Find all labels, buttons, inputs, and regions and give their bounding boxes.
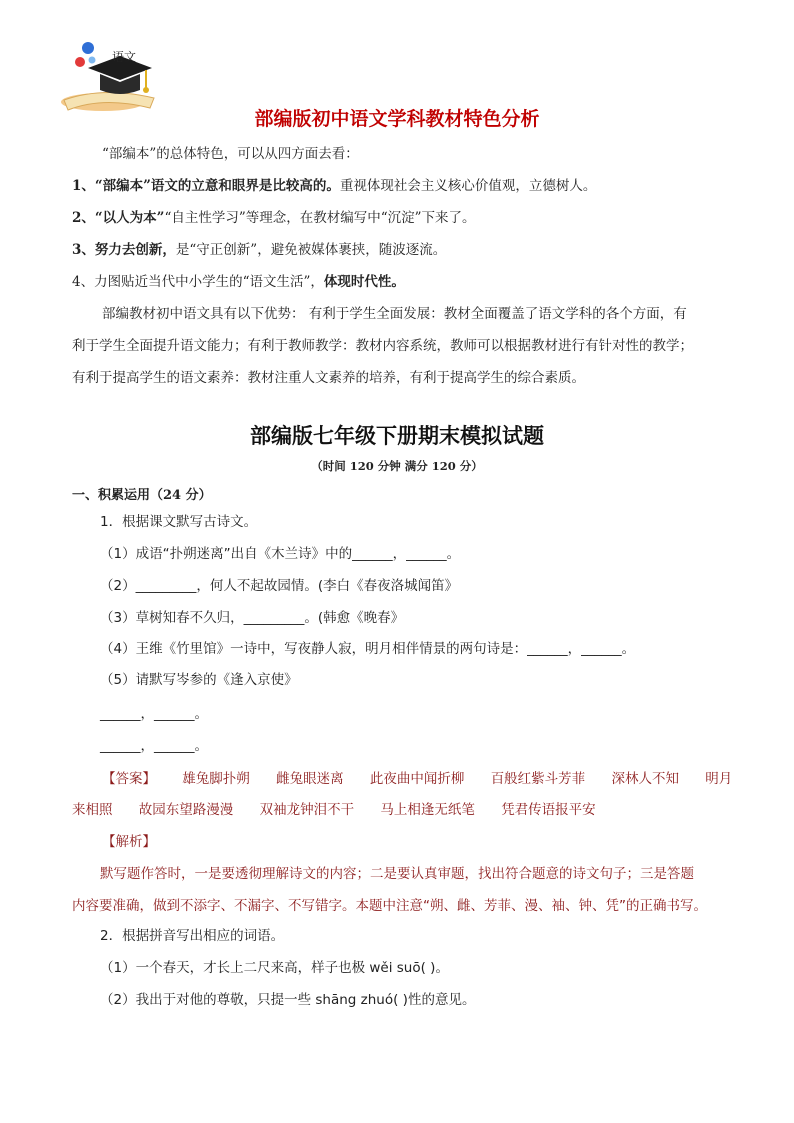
point-3-text: 是“守正创新”，避免被媒体裹挟，随波逐流。 bbox=[175, 242, 447, 258]
advantages-line-3: 有利于提高学生的语文素养：教材注重人文素养的培养，有利于提高学生的综合素质。 bbox=[72, 370, 585, 386]
answer-item: 来相照 bbox=[72, 802, 113, 818]
logo-text: 语文 bbox=[112, 50, 137, 64]
answer-item: 故园东望路漫漫 bbox=[138, 802, 234, 818]
answer-item: 明月 bbox=[705, 771, 733, 787]
answer-blank-1: ______，______。 bbox=[100, 706, 208, 722]
exam-title: 部编版七年级下册期末模拟试题 bbox=[250, 424, 544, 448]
intro-lead: “部编本”的总体特色，可以从四方面去看： bbox=[102, 146, 359, 162]
exam-subtitle: （时间 120 分钟 满分 120 分） bbox=[311, 459, 483, 473]
intro-point-3 bbox=[72, 240, 732, 260]
analysis-line-2: 内容要准确，做到不添字、不漏字、不写错字。本题中注意“朔、雌、芳菲、漫、袖、钟、凭”的正确书写。 bbox=[72, 898, 707, 914]
answer-item: 马上相逢无纸笔 bbox=[380, 802, 475, 818]
point-2-text: “自主性学习”等理念，在教材编写中“沉淀”下来了。 bbox=[164, 210, 476, 226]
question-1-4: （4）王维《竹里馆》一诗中，写夜静人寂，明月相伴情景的两句诗是：______，______。 bbox=[100, 641, 636, 657]
advantages-line-2: 利于学生全面提升语文能力；有利于教师教学：教材内容系统，教师可以根据教材进行有针对性的教学； bbox=[72, 338, 693, 354]
question-2: 2．根据拼音写出相应的词语。 bbox=[100, 928, 285, 944]
answers-row-2 bbox=[72, 798, 618, 818]
intro-point-2 bbox=[72, 208, 732, 228]
answer-item: 百般红紫斗芳菲 bbox=[490, 771, 586, 787]
question-1-3: （3）草树知春不久归，_________。(韩愈《晚春》 bbox=[100, 610, 405, 626]
point-2-bold: 2、“以人为本” bbox=[72, 210, 165, 226]
question-1-2: （2）_________，何人不起故园情。(李白《春夜洛城闻笛》 bbox=[100, 578, 459, 594]
point-1-text: 重视体现社会主义核心价值观，立德树人。 bbox=[339, 178, 597, 194]
answers-row-1 bbox=[102, 767, 754, 787]
advantages-line-1: 部编教材初中语文具有以下优势： 有利于学生全面发展：教材全面覆盖了语文学科的各个方面，有 bbox=[102, 306, 687, 322]
answer-item: 雄兔脚扑朔 bbox=[182, 771, 250, 787]
analysis-line-1: 默写题作答时，一是要透彻理解诗文的内容；二是要认真审题，找出符合题意的诗文句子；三是答题 bbox=[100, 866, 694, 882]
answer-item: 双袖龙钟泪不干 bbox=[259, 802, 355, 818]
answer-item: 凭君传语报平安 bbox=[501, 802, 596, 818]
section-heading: 一、积累运用（24 分） bbox=[72, 488, 212, 503]
question-1-1: （1）成语“扑朔迷离”出自《木兰诗》中的______，______。 bbox=[100, 546, 461, 562]
question-1: 1．根据课文默写古诗文。 bbox=[100, 514, 258, 530]
point-3-bold: 3、努力去创新， bbox=[72, 242, 176, 258]
point-4-bold: 体现时代性。 bbox=[323, 274, 405, 290]
answer-label: 【答案】 bbox=[102, 771, 156, 787]
question-1-5: （5）请默写岑参的《逢入京使》 bbox=[100, 672, 298, 688]
answer-item: 深林人不知 bbox=[611, 771, 679, 787]
intro-point-1 bbox=[72, 176, 732, 196]
intro-point-4 bbox=[72, 272, 732, 292]
question-2-2: （2）我出于对他的尊敬，只提一些 shāng zhuó( )性的意见。 bbox=[100, 992, 476, 1008]
answer-blank-2: ______，______。 bbox=[100, 738, 208, 754]
point-4-text: 4、力图贴近当代中小学生的“语文生活”， bbox=[72, 274, 324, 290]
analysis-label: 【解析】 bbox=[102, 834, 156, 850]
answer-item: 此夜曲中闻折柳 bbox=[369, 771, 465, 787]
answer-item: 雌兔眼迷离 bbox=[276, 771, 344, 787]
question-2-1: （1）一个春天，才长上二尺来高，样子也极 wěi suō( )。 bbox=[100, 960, 449, 976]
intro-title: 部编版初中语文学科教材特色分析 bbox=[254, 108, 540, 130]
point-1-bold: 1、“部编本”语文的立意和眼界是比较高的。 bbox=[72, 178, 340, 194]
